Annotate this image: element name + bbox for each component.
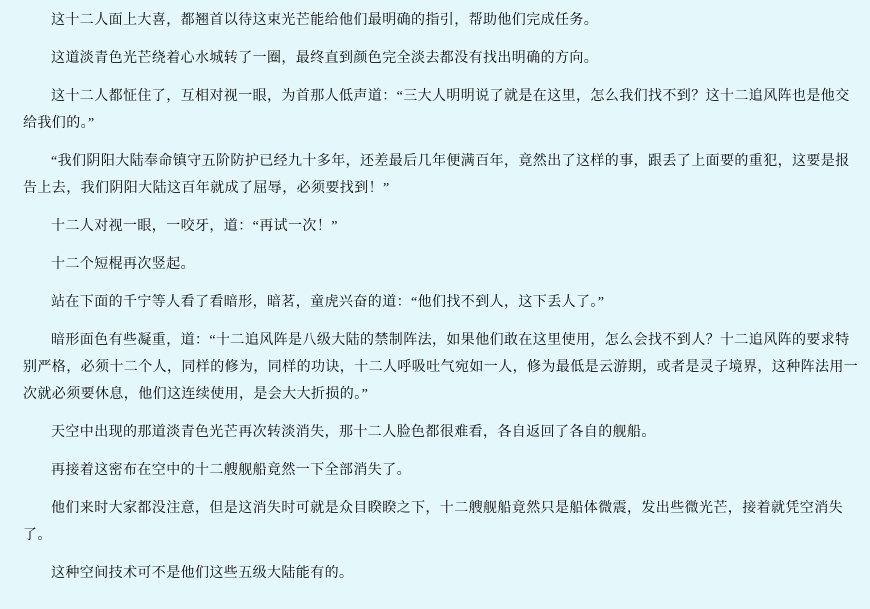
novel-paragraph-6: 十二个短棍再次竖起。 [51,257,195,272]
novel-paragraph-5: 十二人对视一眼，一咬牙，道：“再试一次！” [51,219,338,234]
novel-paragraph-12: 这种空间技术可不是他们这些五级大陆能有的。 [51,566,354,581]
novel-paragraph-9: 天空中出现的那道淡青色光芒再次转淡消失，那十二人脸色都很难看，各自返回了各自的舰船。 [51,425,656,440]
novel-paragraph-2: 这道淡青色光芒绕着心水城转了一圈，最终直到颜色完全淡去都没有找出明确的方向。 [51,51,599,66]
novel-paragraph-7: 站在下面的千宁等人看了看暗形，暗茗，童虎兴奋的道：“他们找不到人，这下丢人了。” [51,295,605,310]
novel-paragraph-8: 暗形面色有些凝重，道：“十二追风阵是八级大陆的禁制阵法，如果他们敢在这里使用，怎么会找不到人？十二追风阵的要求特别严格，必须十二个人，同样的修为，同样的功诀，十二人呼吸吐气宛如一人，修为最低是云游期，或者是灵子境界，这种阵法用一次就必须要休息，他们这连续使用，是会大大折损的。” [23,333,859,402]
novel-paragraph-11: 他们来时大家都没注意，但是这消失时可就是众目睽睽之下，十二艘舰船竟然只是船体微震，发出些微光芒，接着就凭空消失了。 [23,501,843,543]
novel-paragraph-4: “我们阴阳大陆奉命镇守五阶防护已经九十多年，还差最后几年便满百年，竟然出了这样的事，跟丢了上面要的重犯，这要是报告上去，我们阴阳大陆这百年就成了屈辱，必须要找到！” [23,154,850,196]
novel-paragraph-1: 这十二人面上大喜，都翘首以待这束光芒能给他们最明确的指引，帮助他们完成任务。 [51,13,599,28]
novel-paragraph-10: 再接着这密布在空中的十二艘舰船竟然一下全部消失了。 [51,463,411,478]
novel-paragraph-3: 这十二人都怔住了，互相对视一眼，为首那人低声道：“三大人明明说了就是在这里，怎么我们找不到？这十二追风阵也是他交给我们的。” [23,89,850,131]
